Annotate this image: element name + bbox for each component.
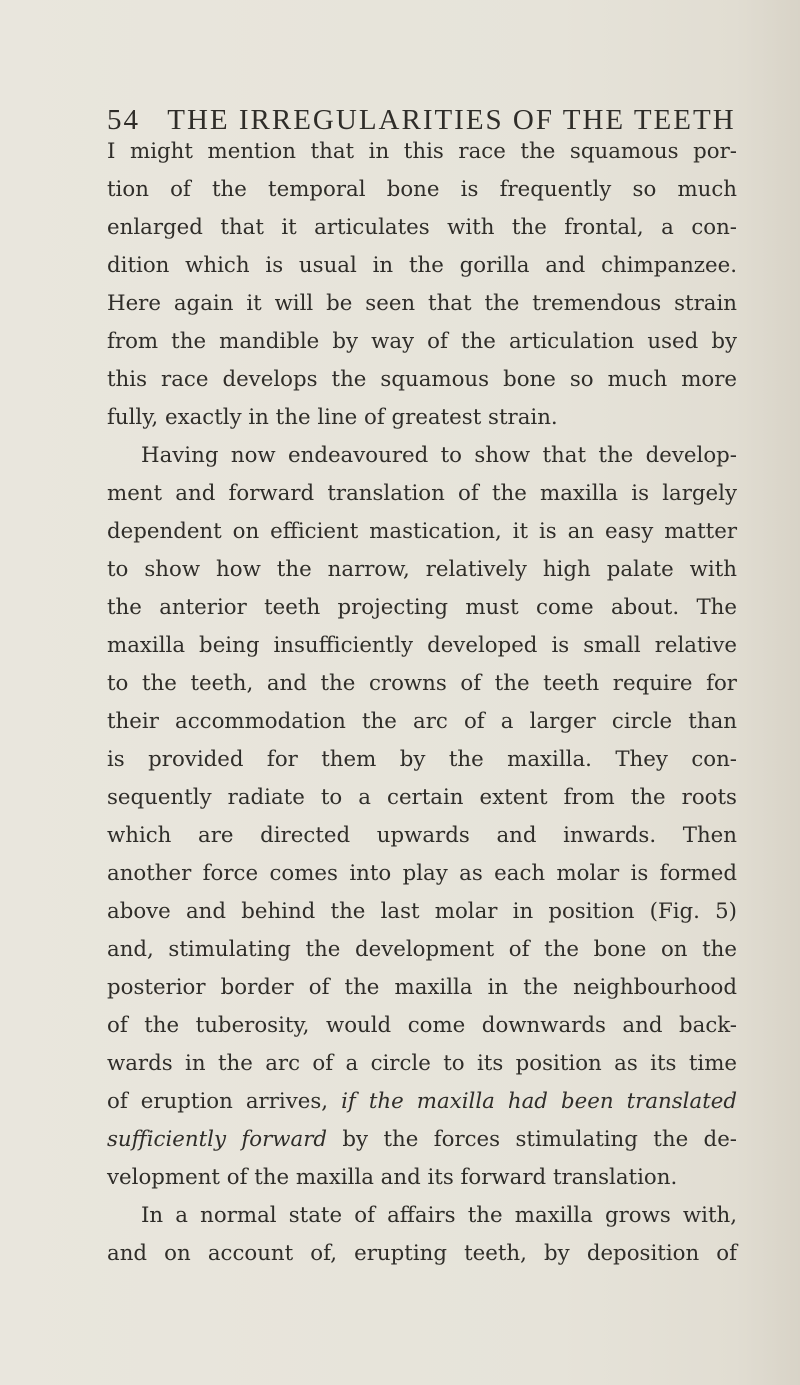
text-line: to show how the narrow, relatively high palate with [107,557,737,582]
italic-text-run: sufficiently forward [107,1127,328,1152]
text-line: enlarged that it articulates with the frontal, a con- [107,215,737,240]
italic-text-run: if the maxilla had been translated [341,1089,737,1114]
text-line: and, stimulating the development of the bone on the [107,937,737,962]
text-line: fully, exactly in the line of greatest strain. [107,405,558,430]
text-line: Here again it will be seen that the tremendous strain [107,291,737,316]
text-line: the anterior teeth projecting must come about. The [107,595,737,620]
text-line: ment and forward translation of the maxilla is largely [107,481,737,506]
text-line [107,1083,737,1121]
text-line [107,1121,737,1159]
text-line: wards in the arc of a circle to its position as its time [107,1051,737,1076]
paragraph-3 [107,1197,737,1273]
text-line: to the teeth, and the crowns of the teeth require for [107,671,737,696]
text-line: is provided for them by the maxilla. They con- [107,747,737,772]
paragraph-2 [107,437,737,1197]
text-run: of eruption arrives, [107,1089,342,1114]
text-line: dependent on efficient mastication, it is an easy matter [107,519,737,544]
text-line: maxilla being insufficiently developed is small relative [107,633,737,658]
text-line: In a normal state of affairs the maxilla grows with, [141,1203,737,1228]
text-line: dition which is usual in the gorilla and chimpanzee. [107,253,737,278]
text-line: above and behind the last molar in position (Fig. 5) [107,899,737,924]
text-run: by the forces stimulating the de- [327,1127,737,1152]
paragraph-1 [107,133,737,437]
text-line: their accommodation the arc of a larger circle than [107,709,737,734]
text-line: from the mandible by way of the articulation used by [107,329,737,354]
text-line: of the tuberosity, would come downwards and back- [107,1013,737,1038]
text-line: posterior border of the maxilla in the neighbourhood [107,975,737,1000]
text-line: Having now endeavoured to show that the develop- [141,443,737,468]
text-line: velopment of the maxilla and its forward translation. [107,1165,678,1190]
text-line: which are directed upwards and inwards. Then [107,823,737,848]
text-line: I might mention that in this race the squamous por- [107,139,737,164]
text-line: another force comes into play as each molar is formed [107,861,737,886]
body-text [107,133,737,1273]
running-title: THE IRREGULARITIES OF THE TEETH [167,104,736,136]
text-line: tion of the temporal bone is frequently so much [107,177,737,202]
text-line: and on account of, erupting teeth, by deposition of [107,1241,737,1266]
text-line: sequently radiate to a certain extent from the roots [107,785,737,810]
page-number: 54 [107,104,140,136]
text-line: this race develops the squamous bone so much more [107,367,737,392]
